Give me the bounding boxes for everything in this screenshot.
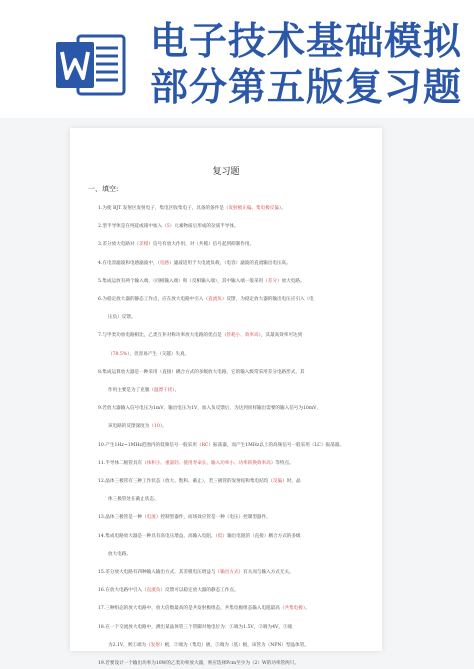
question-text: 该电路的反馈深度为（ <box>108 424 154 430</box>
question-text-tail: ）。 <box>278 206 286 211</box>
question-line <box>98 513 366 523</box>
document-title: 复习题 <box>212 167 240 177</box>
answer-text: 电流 <box>146 515 156 521</box>
answer-text: 低 <box>217 533 223 539</box>
question-text-tail: ）。 <box>159 424 167 430</box>
question-text-tail: ）放大电路。 <box>276 278 305 284</box>
question-text-tail: ）等特点。 <box>270 460 294 466</box>
question-text-tail: ）有关而与输入方式无关。 <box>238 570 294 575</box>
question-text-tail: ）信号有放大作用，对（共模）信号起到抑制作用。 <box>148 242 255 248</box>
question-text-tail: ）滤波适用于大电流负载，（电容）滤波的直流输出电压高。 <box>169 260 291 266</box>
question-line <box>108 350 376 360</box>
answer-text: 共集电极 <box>284 606 303 612</box>
question-text: 2.型半导体是在纯硅或锗中加入（ <box>98 224 167 230</box>
question-line <box>98 568 366 578</box>
question-line <box>98 331 366 341</box>
question-text-tail: ）反馈，为稳定放大器的输出电压应引入（电 <box>221 297 314 302</box>
question-text: 8.集成运算放大器是一种采用（直接）耦合方式的多级放大电路，它的输入级常采用差分电路形式，其 <box>98 369 305 375</box>
answer-text: 体积小、重量轻、使用寿命长、输入功率小、功率转换效率高 <box>146 460 271 466</box>
question-text: 压负 <box>108 315 118 321</box>
question-text: 7.与甲类功放电路相比，乙类互补对称功率放大电路的优点是（ <box>98 333 227 339</box>
question-line <box>98 586 366 596</box>
answer-text: 78.5% <box>112 351 128 357</box>
question-line <box>98 441 366 451</box>
question-text: 18.在一个交流放大电路中，测出某晶体管三个管脚对地电位为：①端为1.5V，②端为4V，③端 <box>98 624 293 630</box>
question-text: 11.半导体二极管具有（ <box>98 460 147 466</box>
question-text: 12.晶体三极管有三种工作状态（放大、饱和、截止），若三极管的发射结和集电结均（ <box>98 479 273 484</box>
question-line <box>98 532 366 542</box>
question-line <box>108 495 376 505</box>
answer-text: 反偏 <box>272 479 283 484</box>
question-line <box>108 313 376 323</box>
question-line <box>98 368 366 378</box>
header-banner <box>0 0 474 118</box>
section-heading: 一、填空: <box>88 185 119 193</box>
question-text-tail: ）元素物质后形成的杂质半导体。 <box>169 224 239 230</box>
question-text: 15.差分放大电路有四种输入输出方式，其差模电压增益与（ <box>98 570 221 575</box>
question-line <box>98 222 366 232</box>
question-text-tail: ）输出电阻的（直接）耦合方式的多级 <box>222 533 301 539</box>
answer-text: 电感 <box>159 260 170 266</box>
question-line <box>108 422 376 432</box>
question-text: 1.为使 BJT 发射区发射电子，集电区收集电子，具备的条件是（ <box>98 206 229 211</box>
answer-text: RC <box>201 442 209 448</box>
question-text-tail: ）。 <box>172 388 180 393</box>
word-doc-icon <box>56 34 126 96</box>
question-text: 为2.1V，则①端为（ <box>108 642 151 648</box>
question-text: 5.集成运放有两个输入端，（同相输入端）和（反相输入端），其中输入端一般采用（ <box>98 278 268 284</box>
question-line <box>108 550 376 560</box>
question-text: 作用主要是为了克服（ <box>108 388 154 393</box>
page-title <box>150 18 470 110</box>
answer-text: 输出方式 <box>220 570 239 575</box>
question-line <box>98 277 366 287</box>
question-line <box>98 459 366 469</box>
question-text: 9.若放大器输入信号电压为1mV，输出电压为1V，加入负反馈后，为达到同样输出需要的输入信号为10mV， <box>98 406 322 412</box>
question-text: 10.产生1Hz~1MHz范围内的低频信号一般采用（ <box>98 442 202 448</box>
question-text-tail: ），但容易产生（交越）失真。 <box>127 351 190 357</box>
question-line <box>98 477 366 487</box>
answer-text: 温漂干扰 <box>153 388 173 393</box>
question-text-tail: ）振荡器，而产生1MHz以上的高频信号一般采用（LC）振荡器。 <box>208 442 344 448</box>
question-text: 16.在放大电路中引入（ <box>98 588 147 594</box>
answer-text: 差模 <box>139 242 149 248</box>
question-line <box>98 659 366 669</box>
question-text-tail: ）。 <box>302 606 310 612</box>
question-line <box>98 295 366 305</box>
document-page <box>70 128 382 666</box>
question-line <box>98 404 366 414</box>
answer-text: 直流负 <box>146 588 161 594</box>
question-line <box>98 604 366 614</box>
question-text-tail: ）控制型器件，而场效应管是一种（电压）控制型器件。 <box>155 515 271 521</box>
question-line <box>98 204 366 214</box>
question-text: 14.集成电路放大器是一种具有高电压增益、高输入电阻、（ <box>98 533 218 539</box>
answer-text: 管耗小、效率高 <box>226 333 259 339</box>
question-line <box>98 259 366 269</box>
question-line <box>98 623 366 633</box>
title-line-2: 部分第五版复习题 <box>150 65 463 109</box>
question-text: （ <box>108 351 113 357</box>
question-text: 19.若要设计一个输出功率为10W的乙类功率放大器，则应选择Pcm至少为（2）W的功率管两只。 <box>98 661 299 666</box>
question-line <box>108 386 376 396</box>
question-line <box>108 641 376 651</box>
answer-text: 发射 <box>150 642 160 648</box>
title-line-1: 电子技术基础模拟 <box>150 19 463 63</box>
answer-text: 5 <box>166 224 170 230</box>
question-text: 13.晶体三极管是一种（ <box>98 515 147 521</box>
question-line <box>98 240 366 250</box>
question-text: 放大电路。 <box>108 551 131 557</box>
question-text: 体三极管处在截止状态。 <box>108 497 159 503</box>
question-text-tail: ）时，晶 <box>282 479 301 484</box>
answer-text: 差分 <box>267 278 277 284</box>
question-text: 17.三种组态的放大电路中，放大倍数最高的是共发射极组态，共集电极组态输入电阻最高（ <box>98 606 285 612</box>
answer-text: 发射极正偏、集电极反偏 <box>228 206 279 211</box>
question-text: 3.差分放大电路对（ <box>98 242 140 248</box>
question-text: 4.在电容滤波和电感滤波中，（ <box>98 260 160 266</box>
question-text-tail: ）极，②端为（集电）极，③端为（基）极，该管为（NPN）型晶体管。 <box>159 642 309 648</box>
answer-text: 直流负 <box>208 297 222 302</box>
question-text-tail: ）反馈可以稳定放大器的静态工作点。 <box>160 588 239 594</box>
question-text: 6.为稳定放大器的静态工作点，应在放大电路中引入（ <box>98 297 209 302</box>
answer-text: 10 <box>153 424 160 430</box>
question-text-tail: ）反馈。 <box>117 315 136 321</box>
question-text-tail: ），其最高效率可达到 <box>258 333 303 339</box>
